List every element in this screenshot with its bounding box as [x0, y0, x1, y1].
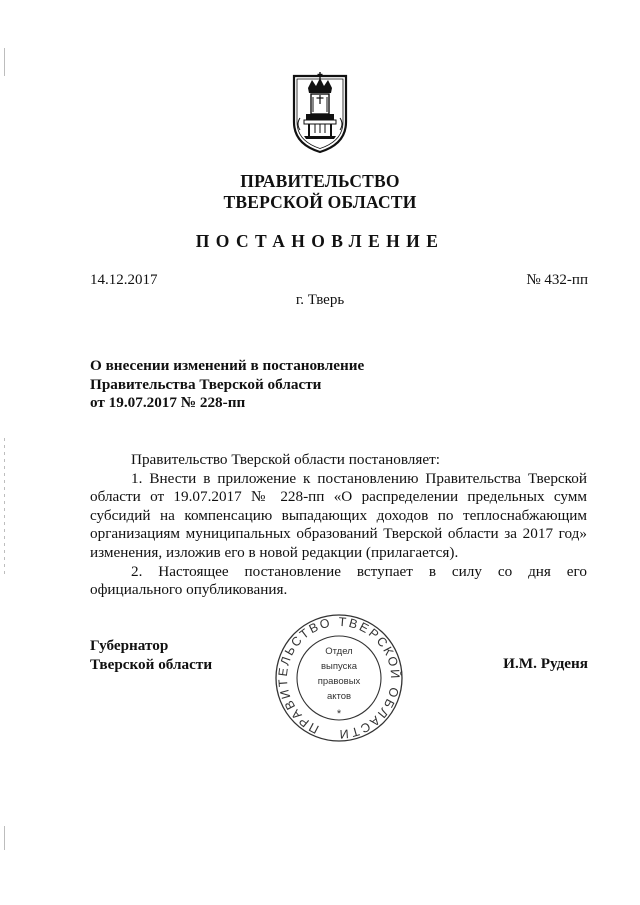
- item1-line3: субсидий на компенсацию выпадающих доходов по теплоснабжающим: [90, 506, 587, 524]
- tver-coat-of-arms-icon: [288, 66, 352, 156]
- scan-mark-middle: [4, 438, 5, 578]
- stamp-star: *: [336, 708, 342, 720]
- document-subject: [90, 357, 430, 413]
- government-title-line1: ПРАВИТЕЛЬСТВО: [240, 171, 400, 191]
- document-body: [90, 451, 587, 600]
- document-city: г. Тверь: [295, 292, 345, 308]
- stamp-inner-line4: актов: [326, 691, 352, 702]
- document-type: ПОСТАНОВЛЕНИЕ: [195, 231, 445, 251]
- governor-title-line2: Тверской области: [90, 655, 213, 673]
- scan-mark-bottom: [4, 826, 5, 850]
- item1-line1: 1. Внести в приложение к постановлению Правительства Тверской: [131, 469, 587, 487]
- scan-mark-top: [4, 48, 5, 76]
- governor-title: [90, 637, 212, 674]
- stamp-inner-line3: правовых: [317, 676, 361, 687]
- official-stamp: [268, 612, 410, 744]
- stamp-inner-line2: выпуска: [320, 661, 358, 672]
- governor-name: И.М. Руденя: [503, 655, 588, 672]
- document-number: № 432-пп: [526, 272, 588, 288]
- item1-line4: организациям муниципальных образований Тверской области за 2017 год»: [90, 525, 587, 543]
- stamp-ring-text: ПРАВИТЕЛЬСТВО ТВЕРСКОЙ ОБЛАСТИ: [275, 614, 403, 742]
- item2-line2: официального опубликования.: [90, 581, 288, 599]
- subject-line1: О внесении изменений в постановление: [90, 357, 365, 374]
- document-date: 14.12.2017: [90, 272, 158, 288]
- body-intro: Правительство Тверской области постановляет:: [131, 451, 440, 468]
- subject-line2: Правительства Тверской области: [90, 375, 322, 393]
- governor-title-line1: Губернатор: [90, 637, 169, 654]
- item2-line1: 2. Настоящее постановление вступает в силу со дня его: [131, 562, 587, 580]
- government-title: [0, 171, 640, 213]
- item1-line2: области от 19.07.2017 № 228-пп «О распределении предельных сумм: [90, 488, 587, 506]
- subject-line3: от 19.07.2017 № 228-пп: [90, 394, 246, 411]
- stamp-inner-line1: Отдел: [325, 646, 353, 657]
- item1-line5: изменения, изложив его в новой редакции (прилагается).: [90, 543, 459, 561]
- government-title-line2: ТВЕРСКОЙ ОБЛАСТИ: [223, 192, 417, 212]
